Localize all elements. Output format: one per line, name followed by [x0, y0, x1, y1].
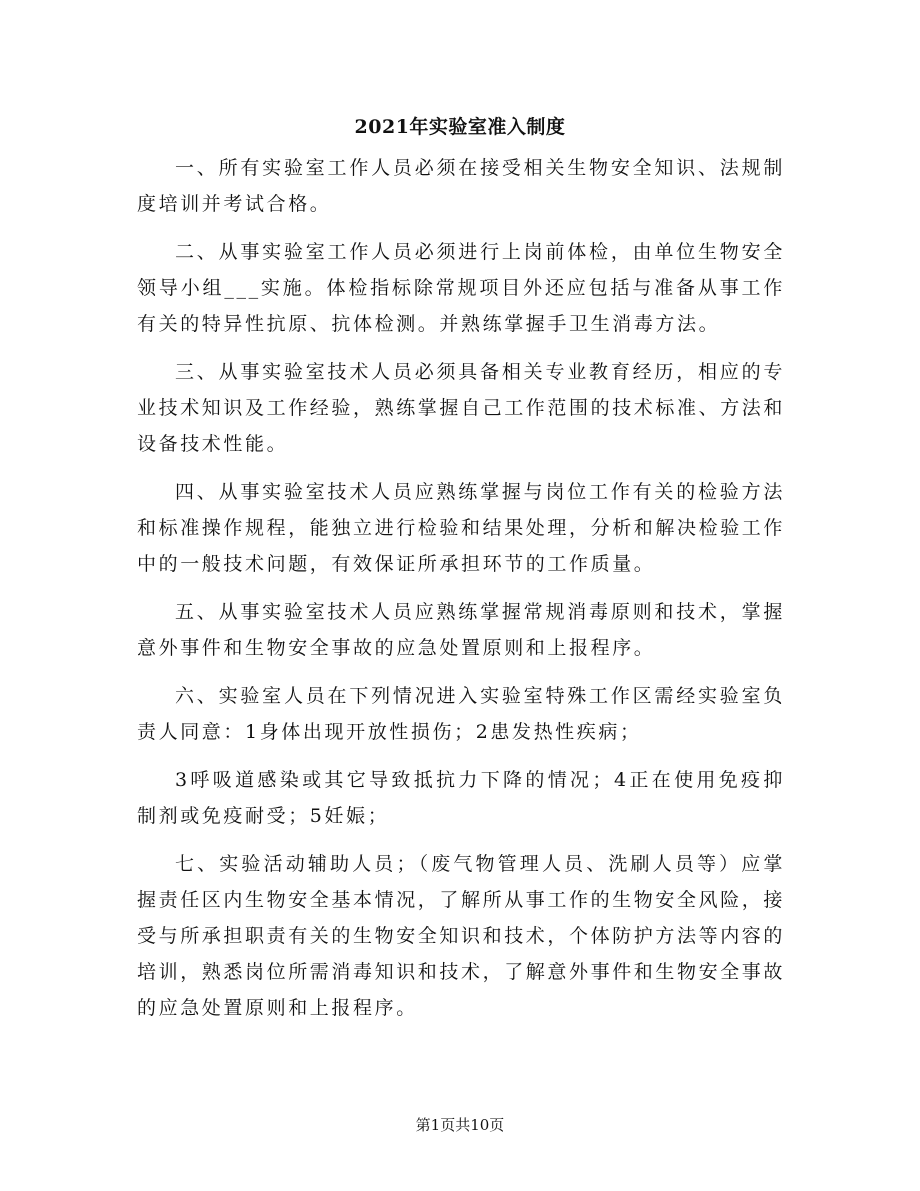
- paragraph-3: 三、从事实验室技术人员必须具备相关专业教育经历，相应的专业技术知识及工作经验，熟练掌握自己工作范围的技术标准、方法和设备技术性能。: [137, 361, 786, 455]
- document-body: [137, 150, 785, 1038]
- paragraph-8: 七、实验活动辅助人员；（废气物管理人员、洗刷人员等）应掌握责任区内生物安全基本情况，了解所从事工作的生物安全风险，接受与所承担职责有关的生物安全知识和技术，个体防护方法等内容的培训，熟悉岗位所需消毒知识和技术，了解意外事件和生物安全事故的应急处置原则和上报程序。: [137, 853, 786, 1019]
- paragraph-7: 3呼吸道感染或其它导致抵抗力下降的情况；4正在使用免疫抑制剂或免疫耐受；5妊娠；: [137, 769, 785, 827]
- paragraph-5: 五、从事实验室技术人员应熟练掌握常规消毒原则和技术，掌握意外事件和生物安全事故的应急处置原则和上报程序。: [137, 601, 785, 659]
- paragraph-6: 六、实验室人员在下列情况进入实验室特殊工作区需经实验室负责人同意：1身体出现开放性损伤；2患发热性疾病；: [137, 685, 785, 743]
- paragraph-2: 二、从事实验室工作人员必须进行上岗前体检，由单位生物安全领导小组___实施。体检指标除常规项目外还应包括与准备从事工作有关的特异性抗原、抗体检测。并熟练掌握手卫生消毒方法。: [137, 241, 785, 335]
- document-title: 2021年实验室准入制度: [354, 116, 566, 138]
- paragraph-1: 一、所有实验室工作人员必须在接受相关生物安全知识、法规制度培训并考试合格。: [137, 157, 785, 215]
- paragraph-4: 四、从事实验室技术人员应熟练掌握与岗位工作有关的检验方法和标准操作规程，能独立进行检验和结果处理，分析和解决检验工作中的一般技术问题，有效保证所承担环节的工作质量。: [137, 481, 786, 575]
- page-number: 第1页共10页: [415, 1116, 505, 1134]
